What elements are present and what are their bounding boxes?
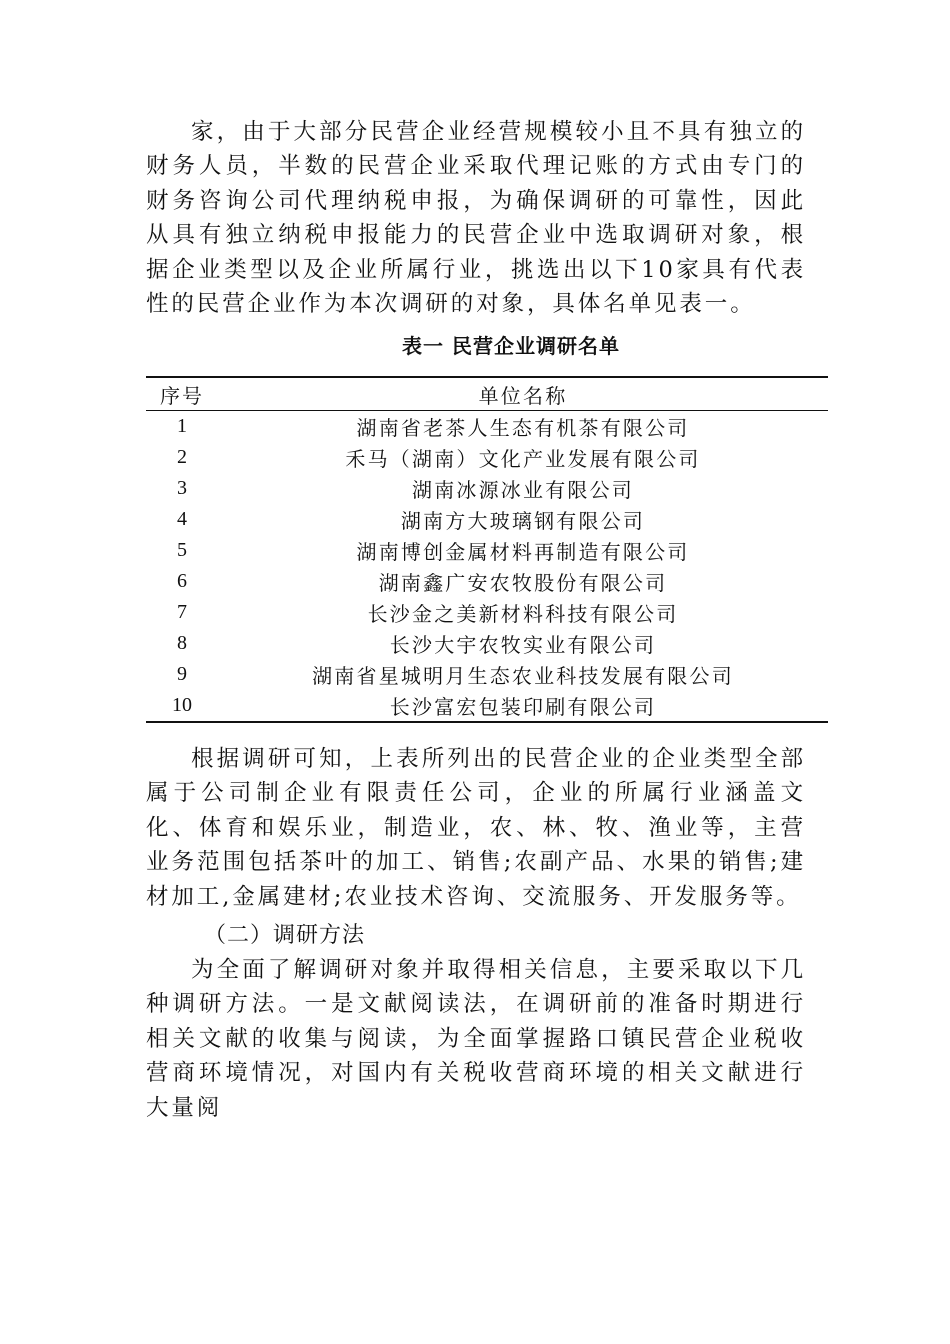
row-index: 1: [177, 415, 187, 437]
row-index: 9: [177, 663, 187, 685]
row-index: 6: [177, 570, 187, 592]
body-paragraph-methods: 为全面了解调研对象并取得相关信息，主要采取以下几种调研方法。一是文献阅读法，在调研前的准备时期进行相关文献的收集与阅读，为全面掌握路口镇民营企业税收营商环境情况，对国内有关税收营商环境的相关文献进行大量阅: [146, 957, 806, 1121]
header-index: 序号: [160, 383, 204, 408]
table-row: [146, 628, 828, 659]
row-company-name: 禾马（湖南）文化产业发展有限公司: [345, 447, 701, 471]
row-company-name: 湖南省星城明月生态农业科技发展有限公司: [312, 664, 734, 688]
table-row: [146, 504, 828, 535]
row-index: 8: [177, 632, 187, 654]
row-company-name: 湖南博创金属材料再制造有限公司: [356, 540, 690, 564]
row-company-name: 湖南省老茶人生态有机茶有限公司: [356, 416, 690, 440]
table-caption: 表一 民营企业调研名单: [402, 334, 620, 358]
row-index: 3: [177, 477, 187, 499]
table-row: [146, 535, 828, 566]
row-company-name: 湖南鑫广安农牧股份有限公司: [378, 571, 668, 595]
row-company-name: 长沙金之美新材料科技有限公司: [367, 602, 679, 626]
row-company-name: 湖南冰源冰业有限公司: [412, 478, 634, 502]
row-index: 10: [172, 694, 192, 716]
row-company-name: 长沙大宇农牧实业有限公司: [389, 633, 657, 657]
row-index: 5: [177, 539, 187, 561]
row-company-name: 长沙富宏包装印刷有限公司: [389, 695, 657, 719]
section-heading: （二）调研方法: [204, 923, 366, 948]
row-index: 7: [177, 601, 187, 623]
table-row: [146, 473, 828, 504]
row-index: 2: [177, 446, 187, 468]
header-name: 单位名称: [478, 383, 568, 408]
body-paragraph-findings: 根据调研可知，上表所列出的民营企业的企业类型全部属于公司制企业有限责任公司，企业的所属行业涵盖文化、体育和娱乐业，制造业，农、林、牧、渔业等，主营业务范围包括茶叶的加工、销售;农副产品、水果的销售;建材加工,金属建材;农业技术咨询、交流服务、开发服务等。: [146, 746, 806, 910]
table-header-row: [146, 378, 828, 411]
table-row: [146, 442, 828, 473]
body-paragraph-intro: 家，由于大部分民营企业经营规模较小且不具有独立的财务人员，半数的民营企业采取代理记账的方式由专门的财务咨询公司代理纳税申报，为确保调研的可靠性，因此从具有独立纳税申报能力的民营企业中选取调研对象，根据企业类型以及企业所属行业，挑选出以下10家具有代表性的民营企业作为本次调研的对象，具体名单见表一。: [146, 119, 806, 318]
table-row: [146, 566, 828, 597]
table-row: [146, 411, 828, 442]
table-row: [146, 597, 828, 628]
enterprise-list-table: [146, 376, 828, 723]
row-index: 4: [177, 508, 187, 530]
table-row: [146, 690, 828, 721]
table-row: [146, 659, 828, 690]
row-company-name: 湖南方大玻璃钢有限公司: [400, 509, 646, 533]
